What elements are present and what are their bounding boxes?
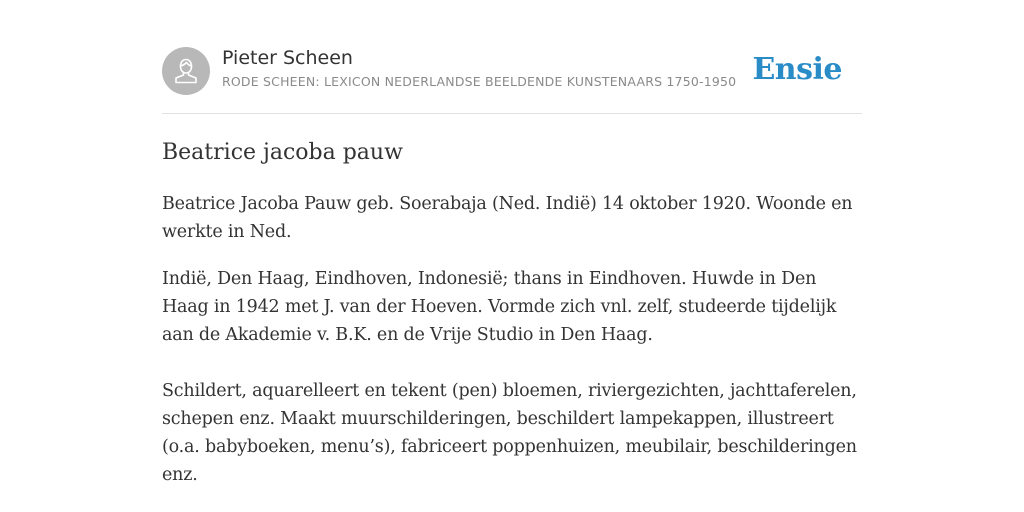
article-paragraph-1: Beatrice Jacoba Pauw geb. Soerabaja (Ned. Indië) 14 oktober 1920. Woonde en werkte in Ned.: [162, 194, 853, 242]
author-avatar[interactable]: [162, 47, 210, 95]
user-silhouette-icon: [174, 58, 198, 84]
article-title: Beatrice jacoba pauw: [162, 140, 403, 165]
ensie-logo[interactable]: Ensie: [752, 52, 842, 87]
author-name[interactable]: Pieter Scheen: [222, 47, 353, 69]
article-paragraph-3: Schildert, aquarelleert en tekent (pen) bloemen, riviergezichten, jachttaferelen, schepen enz. Maakt muurschilderingen, beschildert lampekappen, illustreert (o.a. babyboeken, menu’s), fabriceert poppenhuizen, meubilair, beschilderingen enz.: [162, 381, 857, 485]
header-divider: [162, 113, 862, 114]
article-header: [162, 46, 862, 96]
article-paragraph-2: Indië, Den Haag, Eindhoven, Indonesië; thans in Eindhoven. Huwde in Den Haag in 1942 met J. van der Hoeven. Vormde zich vnl. zelf, studeerde tijdelijk aan de Akademie v. B.K. en de Vrije Studio in Den Haag.: [162, 269, 837, 345]
source-title[interactable]: RODE SCHEEN: LEXICON NEDERLANDSE BEELDENDE KUNSTENAARS 1750-1950: [222, 74, 737, 89]
